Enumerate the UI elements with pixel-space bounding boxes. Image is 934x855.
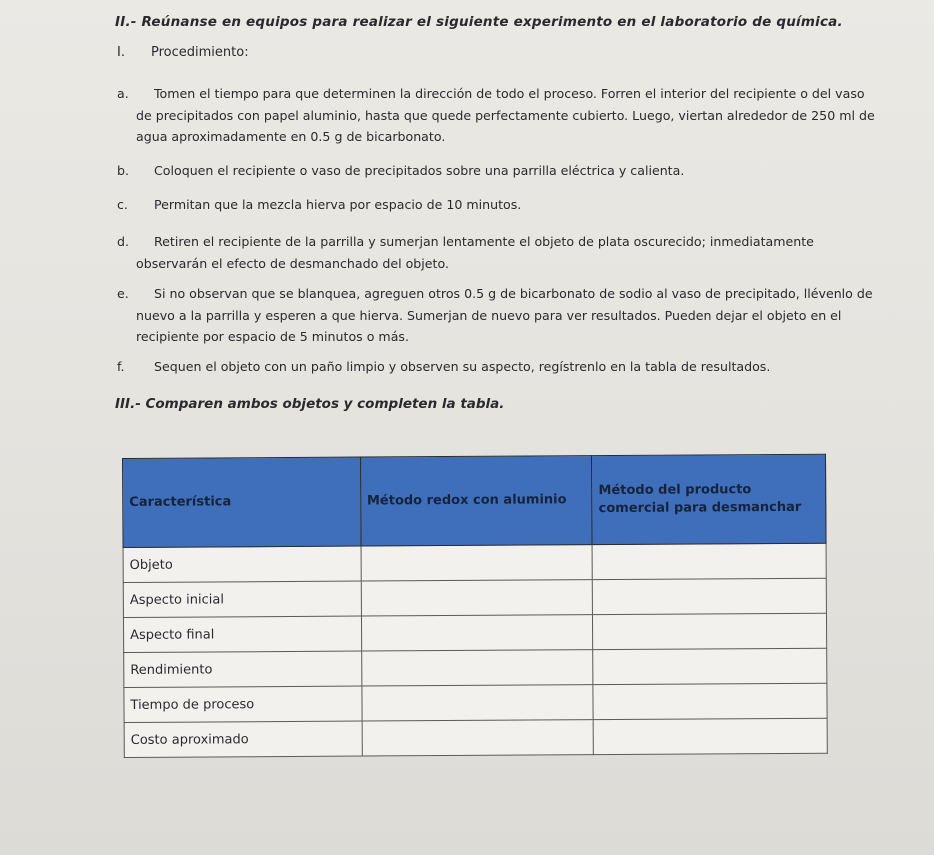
row-label: Objeto — [123, 546, 361, 582]
redox-cell[interactable] — [361, 650, 593, 686]
step-letter: a. — [117, 86, 129, 101]
header-commercial-method: Método del producto comercial para desmanchar — [592, 454, 826, 544]
step-text: Sequen el objeto con un paño limpio y observen su aspecto, regístrenlo en la tabla de resultados. — [154, 359, 771, 374]
redox-cell[interactable] — [362, 685, 594, 721]
commercial-cell[interactable] — [593, 683, 827, 719]
row-label: Rendimiento — [124, 651, 362, 687]
redox-cell[interactable] — [361, 615, 593, 651]
step-letter: d. — [117, 234, 129, 249]
section-iii-heading: III.- Comparen ambos objetos y completen la tabla. — [115, 396, 505, 412]
table-row — [123, 543, 826, 582]
table-row — [123, 613, 826, 652]
row-label: Tiempo de proceso — [124, 686, 362, 722]
commercial-cell[interactable] — [593, 578, 827, 614]
step-letter: b. — [117, 163, 129, 178]
redox-cell[interactable] — [361, 545, 593, 581]
step-text: Coloquen el recipiente o vaso de precipitados sobre una parrilla eléctrica y calienta. — [154, 163, 685, 178]
step-letter: e. — [117, 286, 129, 301]
comparison-table — [122, 454, 828, 758]
commercial-cell[interactable] — [593, 613, 827, 649]
step-text: Permitan que la mezcla hierva por espacio de 10 minutos. — [154, 197, 522, 212]
table-row — [123, 578, 826, 617]
table-row — [124, 683, 827, 722]
row-label: Costo aproximado — [124, 721, 362, 757]
procedure-heading — [117, 45, 249, 60]
procedure-step-a — [117, 83, 877, 148]
header-redox-method: Método redox con aluminio — [360, 456, 592, 546]
table-header-row — [123, 454, 827, 547]
section-ii-heading: II.- Reúnanse en equipos para realizar el siguiente experimento en el laboratorio de química. — [115, 14, 843, 30]
redox-cell[interactable] — [361, 580, 593, 616]
commercial-cell[interactable] — [593, 648, 827, 684]
procedure-step-b — [117, 160, 877, 182]
commercial-cell[interactable] — [592, 543, 826, 579]
procedure-step-f — [117, 356, 877, 378]
row-label: Aspecto final — [123, 616, 361, 652]
step-letter: f. — [117, 359, 125, 374]
commercial-cell[interactable] — [593, 718, 827, 754]
procedure-step-c — [117, 194, 877, 216]
table-row — [124, 718, 827, 757]
row-label: Aspecto inicial — [123, 581, 361, 617]
procedure-number: I. — [117, 45, 125, 60]
procedure-label: Procedimiento: — [151, 45, 249, 60]
step-letter: c. — [117, 197, 128, 212]
procedure-step-e — [117, 283, 877, 348]
header-characteristic: Característica — [123, 457, 361, 547]
step-text: Tomen el tiempo para que determinen la dirección de todo el proceso. Forren el interior del recipiente o del vaso de precipitados con papel aluminio, hasta que quede perfectamente cubierto. Luego, viertan alrededor de 250 ml de agua aproximadamente en 0.5 g de bicarbonato. — [136, 86, 875, 144]
redox-cell[interactable] — [362, 720, 594, 756]
step-text: Si no observan que se blanquea, agreguen otros 0.5 g de bicarbonato de sodio al vaso de precipitado, llévenlo de nuevo a la parrilla y esperen a que hierva. Sumerjan de nuevo para ver resultados. Pueden dejar el objeto en el recipiente por espacio de 5 minutos o más. — [136, 286, 873, 344]
step-text: Retiren el recipiente de la parrilla y sumerjan lentamente el objeto de plata oscurecido; inmediatamente observarán el efecto de desmanchado del objeto. — [136, 234, 814, 271]
table-row — [124, 648, 827, 687]
procedure-step-d — [117, 231, 877, 274]
